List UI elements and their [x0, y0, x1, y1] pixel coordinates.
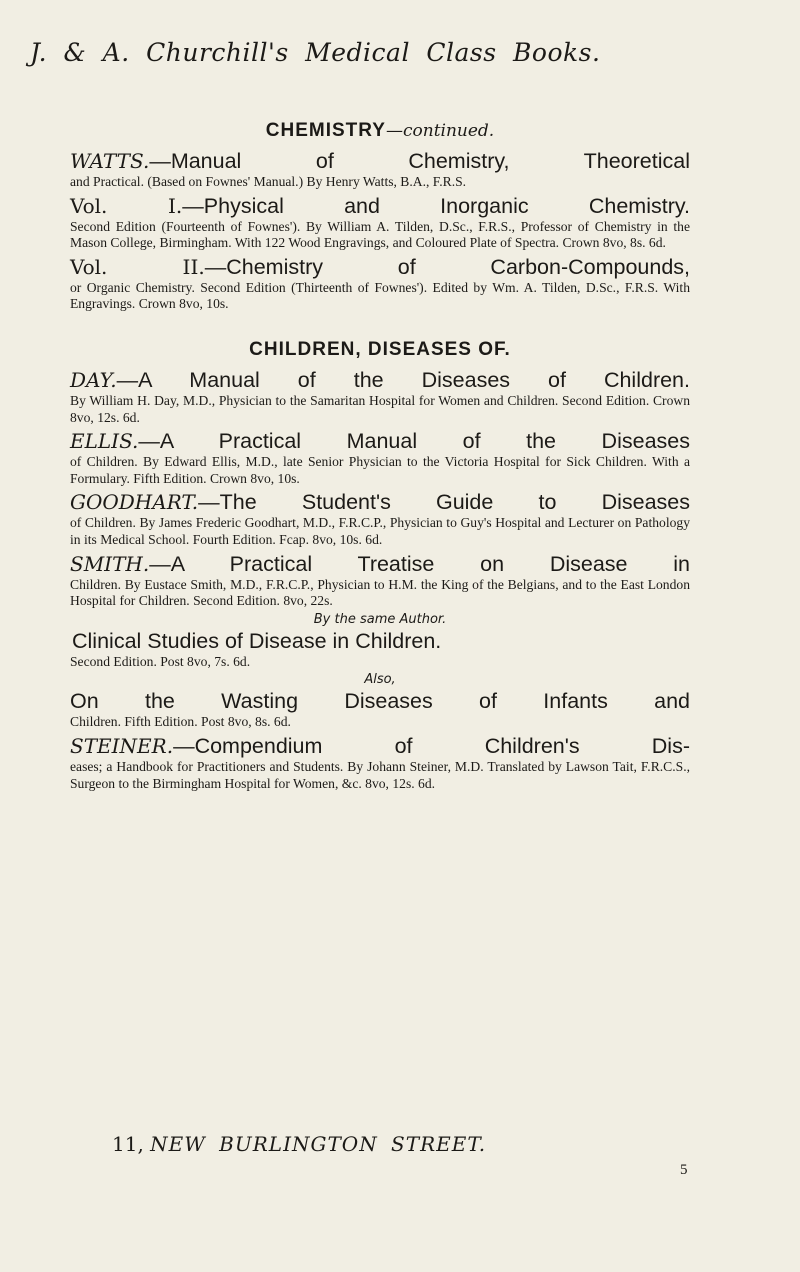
section-heading-children: CHILDREN, DISEASES OF.: [249, 338, 511, 360]
book-title: [70, 193, 690, 219]
also-description: Children. Fifth Edition. Post 8vo, 8s. 6d.: [70, 714, 291, 730]
book-title: [70, 489, 690, 515]
book-title-text: —Manual of Chemistry, Theoretical: [149, 149, 690, 173]
book-description: Children. By Eustace Smith, M.D., F.R.C.P., Physician to H.M. the King of the Belgians, and to the East London Hospital for Children. Second Edition. 8vo, 22s.: [70, 576, 690, 609]
book-description: or Organic Chemistry. Second Edition (Thirteenth of Fownes'). Edited by Wm. A. Tilden, D.Sc., F.R.S. With Engravings. Crown 8vo, 10s.: [70, 279, 690, 312]
book-entry-watts: [70, 148, 690, 191]
book-description: Second Edition (Fourteenth of Fownes'). By William A. Tilden, D.Sc., F.R.S., Professor of Chemistry in the Mason College, Birmingham. With 122 Wood Engravings, and Coloured Plate of Spectra. Crown 8vo, 8s. 6d.: [70, 218, 690, 251]
publisher-address: [112, 1132, 486, 1156]
volume-label: Vol. I.: [70, 193, 183, 218]
book-entry-vol-2: [70, 254, 690, 313]
section-heading-main: CHEMISTRY: [265, 120, 386, 141]
also-note: Also,: [364, 672, 396, 688]
book-title: [70, 148, 690, 174]
book-description: of Children. By James Frederic Goodhart, M.D., F.R.C.P., Physician to Guy's Hospital and Lecturer on Pathology in its Medical School. Fourth Edition. Fcap. 8vo, 10s. 6d.: [70, 515, 690, 547]
book-title: [70, 254, 690, 280]
book-entry-vol-1: [70, 193, 690, 252]
book-title-text: —The Student's Guide to Diseases: [198, 490, 690, 515]
section-heading-continued: —continued.: [385, 121, 495, 141]
book-title: [70, 551, 690, 577]
section-heading-chemistry: [70, 120, 690, 142]
same-author-title: Clinical Studies of Disease in Children.: [72, 628, 442, 653]
book-entry-smith: [70, 551, 690, 610]
main-column: [70, 120, 690, 792]
book-title: [70, 733, 690, 759]
book-title-text: —Compendium of Children's Dis-: [173, 733, 690, 758]
running-header-text: J. & A. Churchill's Medical Class Books.: [30, 38, 601, 67]
book-entry-day: [70, 367, 690, 426]
book-entry-goodhart: [70, 489, 690, 548]
book-title-text: —Physical and Inorganic Chemistry.: [182, 193, 690, 218]
address-number: 11,: [112, 1132, 144, 1156]
running-header: [30, 38, 770, 67]
book-description: eases; a Handbook for Practitioners and Students. By Johann Steiner, M.D. Translated by Lawson Tait, F.R.C.S., Surgeon to the Birmingham Hospital for Women, &c. 8vo, 12s. 6d.: [70, 758, 690, 791]
book-author: SMITH.: [70, 551, 150, 576]
same-author-description: Second Edition. Post 8vo, 7s. 6d.: [70, 653, 251, 669]
book-title-text: —A Practical Treatise on Disease in: [149, 551, 690, 576]
book-description: By William H. Day, M.D., Physician to the Samaritan Hospital for Women and Children. Second Edition. Crown 8vo, 12s. 6d.: [70, 392, 690, 425]
book-title: [70, 367, 690, 393]
volume-label: Vol. II.: [70, 254, 205, 279]
book-title: [70, 428, 690, 454]
same-author-note: By the same Author.: [313, 611, 447, 627]
book-author: STEINER.: [70, 733, 174, 758]
book-description: and Practical. (Based on Fownes' Manual.) By Henry Watts, B.A., F.R.S.: [70, 174, 467, 189]
book-author: WATTS.: [70, 149, 150, 173]
also-title: On the Wasting Diseases of Infants and: [70, 689, 690, 714]
book-author: DAY.: [70, 367, 117, 392]
book-author: GOODHART.: [70, 490, 199, 515]
page-number: 5: [680, 1162, 688, 1178]
book-entry-ellis: [70, 428, 690, 487]
book-title-text: —Chemistry of Carbon-Compounds,: [204, 254, 691, 279]
book-title-text: —A Practical Manual of the Diseases: [138, 429, 690, 454]
book-author: ELLIS.: [70, 429, 139, 454]
book-description: of Children. By Edward Ellis, M.D., late Senior Physician to the Victoria Hospital for Sick Children. With a Formulary. Fifth Edition. Crown 8vo, 10s.: [70, 454, 690, 486]
address-street: NEW BURLINGTON STREET.: [150, 1132, 487, 1156]
book-entry-steiner: [70, 733, 690, 792]
book-title-text: —A Manual of the Diseases of Children.: [116, 367, 690, 392]
